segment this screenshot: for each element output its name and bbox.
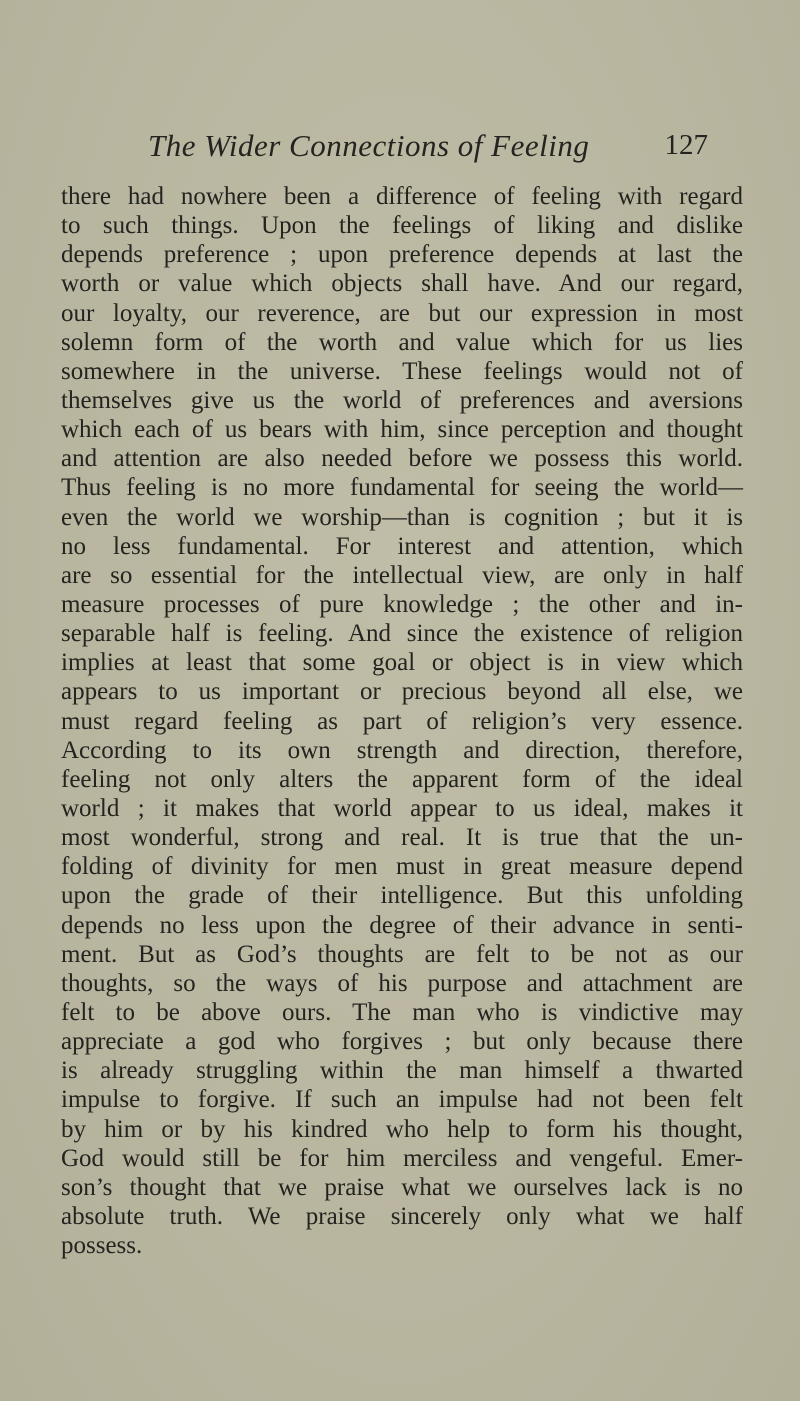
text-line: no less fundamental. For interest and attention, which — [61, 532, 743, 560]
text-line: must regard feeling as part of religion’s very essence. — [61, 707, 743, 735]
page-number: 127 — [664, 129, 708, 161]
text-line: upon the grade of their intelligence. But this unfolding — [61, 882, 743, 910]
text-line: felt to be above ours. The man who is vindictive may — [61, 998, 743, 1026]
text-line: According to its own strength and direction, therefore, — [61, 736, 743, 764]
running-head-title: The Wider Connections of Feeling — [148, 128, 590, 163]
text-line: even the world we worship—than is cognition ; but it is — [61, 503, 743, 531]
text-line: feeling not only alters the apparent form of the ideal — [61, 765, 743, 793]
text-line: world ; it makes that world appear to us ideal, makes it — [61, 794, 743, 822]
text-line: ment. But as God’s thoughts are felt to be not as our — [61, 940, 743, 968]
text-line: separable half is feeling. And since the existence of religion — [61, 620, 743, 648]
text-line: implies at least that some goal or object is in view which — [61, 649, 743, 677]
text-line: most wonderful, strong and real. It is true that the un- — [61, 824, 743, 852]
body-text — [61, 182, 743, 1260]
text-line: measure processes of pure knowledge ; the other and in- — [61, 590, 743, 618]
text-line: which each of us bears with him, since perception and thought — [61, 416, 743, 444]
text-line: impulse to forgive. If such an impulse had not been felt — [61, 1086, 743, 1114]
text-line: son’s thought that we praise what we ourselves lack is no — [61, 1173, 743, 1201]
text-line: our loyalty, our reverence, are but our expression in most — [61, 299, 743, 327]
text-line: thoughts, so the ways of his purpose and attachment are — [61, 969, 743, 997]
text-line: solemn form of the worth and value which for us lies — [61, 328, 743, 356]
text-line: absolute truth. We praise sincerely only what we half — [61, 1202, 743, 1230]
text-line: and attention are also needed before we possess this world. — [61, 445, 743, 473]
text-line: is already struggling within the man himself a thwarted — [61, 1057, 743, 1085]
text-line: God would still be for him merciless and vengeful. Emer- — [61, 1144, 743, 1172]
text-line: Thus feeling is no more fundamental for seeing the world— — [61, 474, 743, 502]
text-line: by him or by his kindred who help to form his thought, — [61, 1115, 743, 1143]
text-line: possess. — [61, 1232, 143, 1260]
text-line: appreciate a god who forgives ; but only because there — [61, 1028, 743, 1056]
text-line: worth or value which objects shall have. And our regard, — [61, 270, 743, 298]
text-line: to such things. Upon the feelings of liking and dislike — [61, 212, 743, 240]
text-line: depends no less upon the degree of their advance in senti- — [61, 911, 743, 939]
text-line: folding of divinity for men must in great measure depend — [61, 853, 743, 881]
text-line: depends preference ; upon preference depends at last the — [61, 241, 743, 269]
running-head — [148, 128, 708, 168]
text-line: themselves give us the world of preferences and aversions — [61, 386, 743, 414]
text-line: somewhere in the universe. These feelings would not of — [61, 357, 743, 385]
text-line: there had nowhere been a difference of feeling with regard — [61, 183, 743, 210]
text-line: are so essential for the intellectual view, are only in half — [61, 561, 743, 589]
text-line: appears to us important or precious beyond all else, we — [61, 678, 743, 706]
